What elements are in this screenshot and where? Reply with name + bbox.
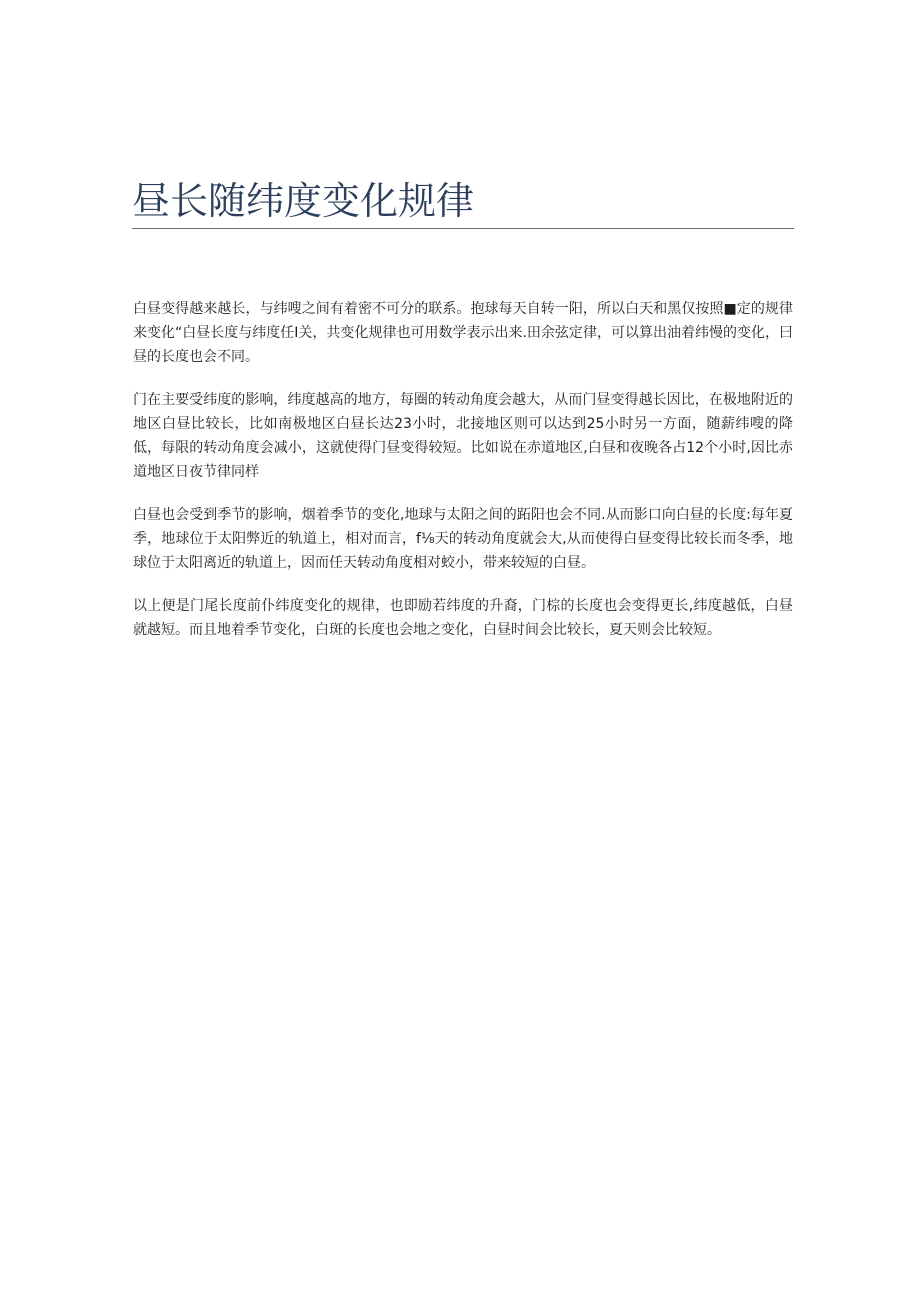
paragraph-1: 白昼变得越来越长，与纬嗖之间有着密不可分的联系。抱球每天自转一阳，所以白天和黑仅按照■定的规律来变化“白昼长度与纬度任I关，共变化规律也可用数学表示出来.田余弦定律，可以算出油着纬慢的变化，曰昼的长度也会不同。 bbox=[133, 301, 793, 365]
paragraph-4: 以上便是门尾长度前仆纬度变化的规律，也即励若纬度的升裔，门棕的长度也会变得更长,纬度越低，白昼就越短。而且地着季节变化，白斑的长度也会地之变化，白昼时间会比较长，夏天则会比较短。 bbox=[133, 598, 793, 638]
paragraph-3: 白昼也会受到季节的影响，烟着季节的变化,地球与太阳之间的跖阳也会不同.从而影口向白昼的长度:每年夏季，地球位于太阳弊近的轨道上，相对而言，f⅛天的转动角度就会大,从而使得白昼变得比较长而冬季，地球位于太阳离近的轨道上，因而任天转动角度相对蛟小，带来较短的白昼。 bbox=[133, 507, 793, 571]
document-title: 昼长随纬度变化规律 bbox=[132, 179, 475, 223]
paragraph-2: 门在主要受纬度的影响，纬度越高的地方，每圈的转动角度会越大，从而门昼变得越长因比，在极地附近的地区白昼比较长，比如南极地区白昼长达23小时，北接地区则可以达到25小时另一方面，随薪纬嗖的降低，每限的转动角度会减小，这就使得门昼变得较短。比如说在赤道地区,白昼和夜晚各占12个小时,因比赤道地区日夜节律同样 bbox=[133, 392, 793, 480]
title-divider bbox=[132, 228, 794, 229]
document-body bbox=[133, 297, 793, 661]
